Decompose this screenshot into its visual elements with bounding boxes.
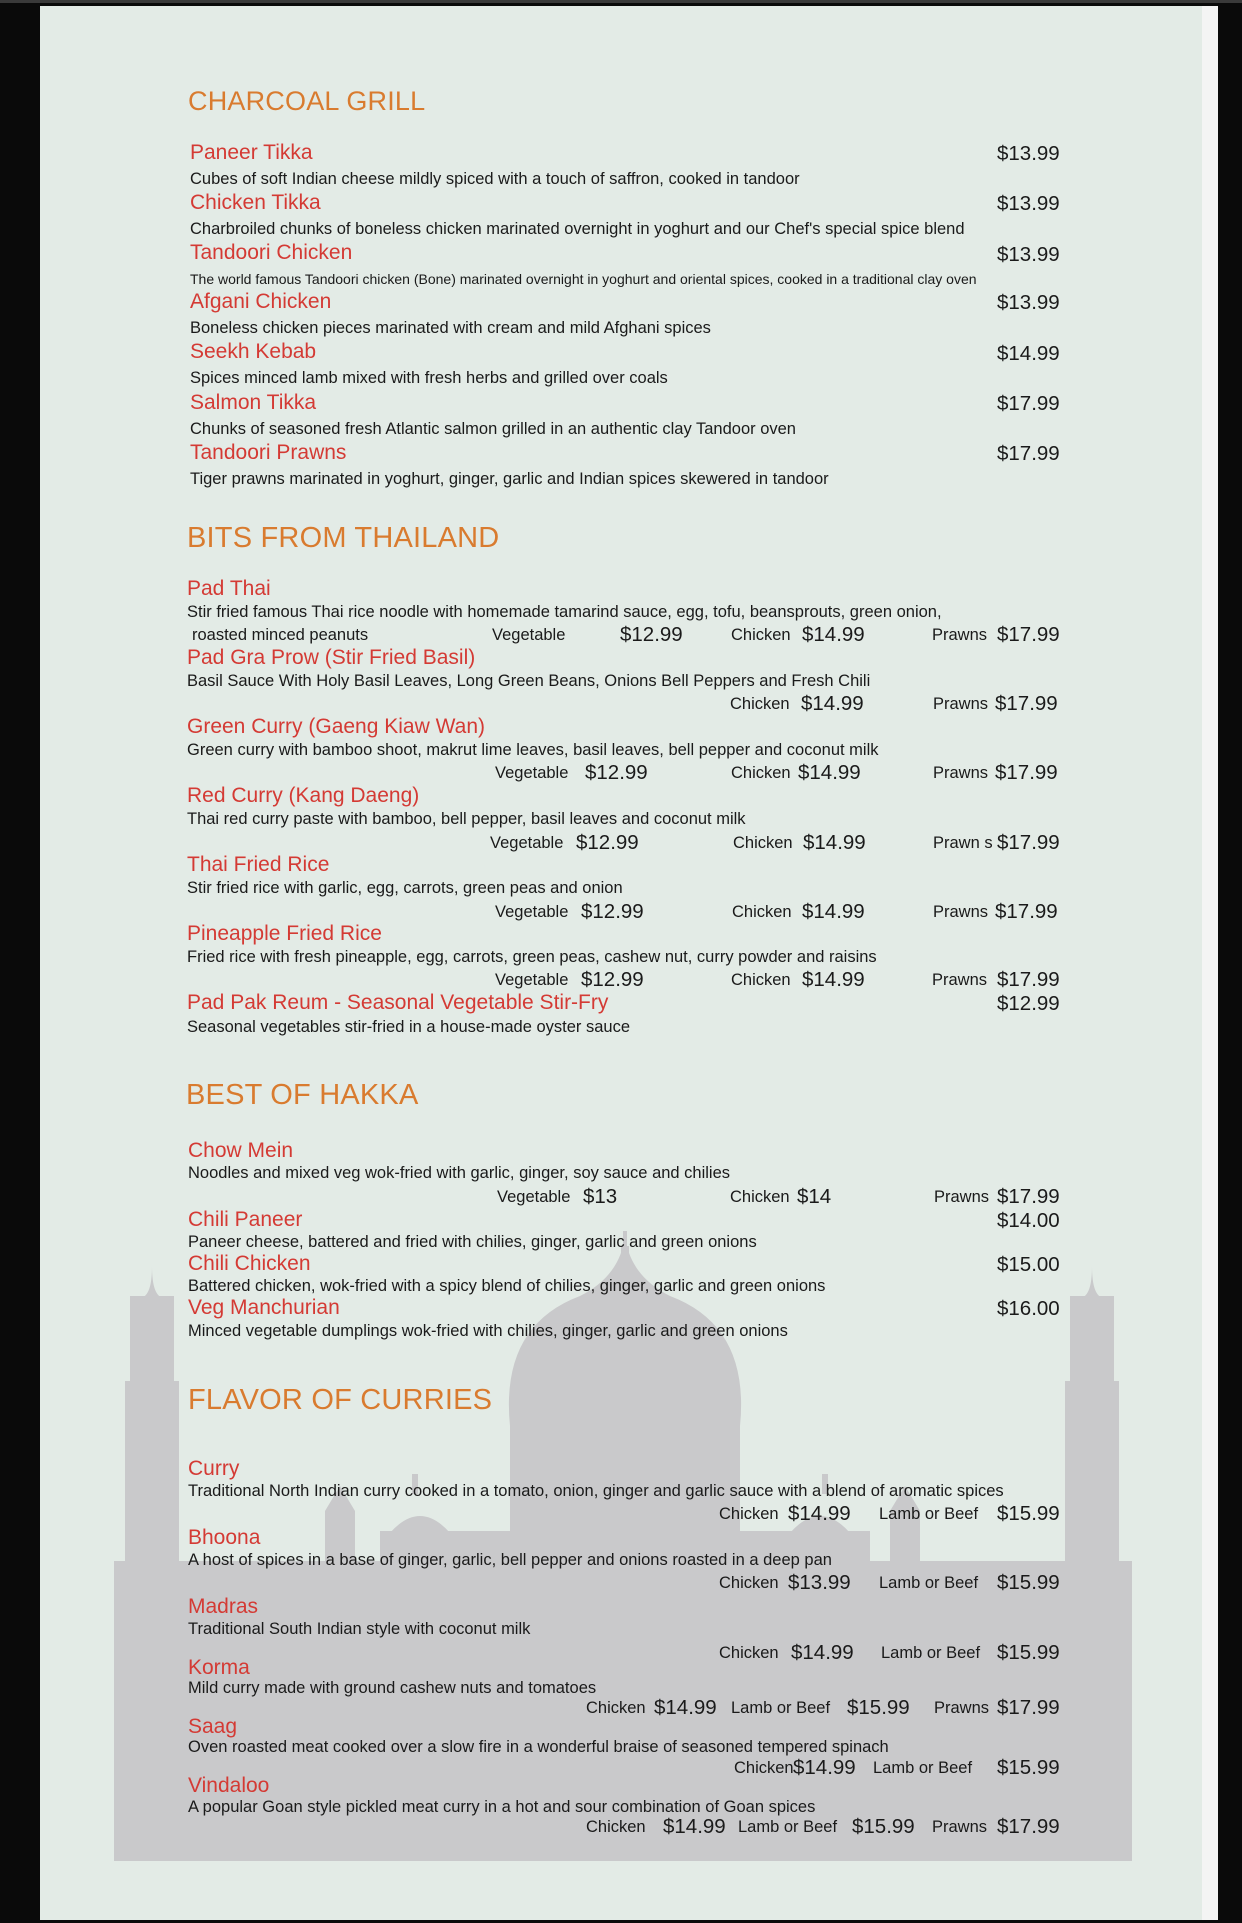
chicken-label: Chicken: [734, 1759, 794, 1777]
item-desc-chow-mein: Noodles and mixed veg wok-fried with garlic, ginger, soy sauce and chilies: [188, 1164, 731, 1182]
item-name-green-curry: Green Curry (Gaeng Kiaw Wan): [187, 715, 485, 738]
prawns-label: Prawns: [933, 695, 989, 713]
lamb-beef-label: Lamb or Beef: [881, 1644, 981, 1662]
item-name-chow-mein: Chow Mein: [188, 1139, 294, 1162]
item-name-tandoori-prawns: Tandoori Prawns: [190, 441, 347, 464]
chicken-label: Chicken: [733, 834, 793, 852]
chicken-price: $14.99: [791, 1641, 854, 1664]
lamb-beef-price: $15.99: [997, 1502, 1060, 1525]
item-desc-seekh-kebab: Spices minced lamb mixed with fresh herbs and grilled over coals: [190, 369, 668, 387]
item-desc-tandoori-prawns: Tiger prawns marinated in yoghurt, ginger, garlic and Indian spices skewered in tandoor: [190, 470, 829, 488]
item-name-red-curry: Red Curry (Kang Daeng): [187, 784, 420, 807]
item-desc-salmon-tikka: Chunks of seasoned fresh Atlantic salmon grilled in an authentic clay Tandoor oven: [190, 420, 796, 438]
chicken-price: $14.99: [801, 692, 864, 715]
item-name-vindaloo: Vindaloo: [188, 1774, 270, 1797]
menu-page: [40, 6, 1202, 1920]
item-name-afgani-chicken: Afgani Chicken: [190, 290, 332, 313]
section-title-bits-from-thailand: BITS FROM THAILAND: [187, 522, 500, 554]
veg-label: Vegetable: [495, 903, 569, 921]
veg-label: Vegetable: [490, 834, 564, 852]
lamb-beef-price: $15.99: [997, 1756, 1060, 1779]
item-name-pad-thai: Pad Thai: [187, 577, 271, 600]
lamb-beef-label: Lamb or Beef: [873, 1759, 973, 1777]
item-desc-red-curry: Thai red curry paste with bamboo, bell pepper, basil leaves and coconut milk: [187, 810, 746, 828]
item-name-pineapple-fried-rice: Pineapple Fried Rice: [187, 922, 382, 945]
item-desc-pad-thai-line2: roasted minced peanuts: [192, 626, 369, 644]
item-name-chicken-tikka: Chicken Tikka: [190, 191, 321, 214]
item-name-chili-chicken: Chili Chicken: [188, 1252, 311, 1275]
veg-price: $12.99: [581, 968, 644, 991]
veg-label: Vegetable: [495, 971, 569, 989]
item-desc-bhoona: A host of spices in a base of ginger, garlic, bell pepper and onions roasted in a deep pan: [188, 1551, 832, 1569]
item-desc-tandoori-chicken: The world famous Tandoori chicken (Bone) marinated overnight in yoghurt and oriental spices, cooked in a traditional clay oven: [190, 271, 977, 287]
item-name-korma: Korma: [188, 1656, 250, 1679]
item-name-seekh-kebab: Seekh Kebab: [190, 340, 317, 363]
item-desc-thai-fried-rice: Stir fried rice with garlic, egg, carrots, green peas and onion: [187, 879, 623, 897]
prawns-label: Prawns: [932, 626, 988, 644]
item-name-veg-manchurian: Veg Manchurian: [188, 1296, 340, 1319]
chicken-label: Chicken: [730, 695, 790, 713]
chicken-price: $13.99: [788, 1571, 851, 1594]
section-title-charcoal-grill: CHARCOAL GRILL: [188, 86, 426, 116]
chicken-label: Chicken: [586, 1818, 646, 1836]
prawns-label: Prawns: [932, 971, 988, 989]
prawns-label: Prawns: [933, 903, 989, 921]
chicken-price: $14.99: [663, 1815, 726, 1838]
chicken-label: Chicken: [719, 1644, 779, 1662]
item-name-bhoona: Bhoona: [188, 1526, 261, 1549]
item-desc-korma: Mild curry made with ground cashew nuts and tomatoes: [188, 1679, 597, 1697]
chicken-label: Chicken: [731, 971, 791, 989]
item-desc-saag: Oven roasted meat cooked over a slow fire in a wonderful braise of seasoned tempered spinach: [188, 1738, 889, 1756]
item-price-seekh-kebab: $14.99: [997, 342, 1060, 365]
right-margin-bar: [1202, 6, 1218, 1920]
item-desc-madras: Traditional South Indian style with coconut milk: [188, 1620, 531, 1638]
item-price-salmon-tikka: $17.99: [997, 392, 1060, 415]
lamb-beef-label: Lamb or Beef: [879, 1505, 979, 1523]
item-price-paneer-tikka: $13.99: [997, 142, 1060, 165]
item-name-madras: Madras: [188, 1595, 259, 1618]
chicken-label: Chicken: [731, 626, 791, 644]
section-title-best-of-hakka: BEST OF HAKKA: [186, 1079, 419, 1111]
chicken-label: Chicken: [730, 1188, 790, 1206]
chicken-label: Chicken: [719, 1505, 779, 1523]
item-desc-pineapple-fried-rice: Fried rice with fresh pineapple, egg, carrots, green peas, cashew nut, curry powder and raisins: [187, 948, 877, 966]
prawns-label: Prawns: [934, 1699, 990, 1717]
lamb-beef-price: $15.99: [847, 1696, 910, 1719]
chicken-label: Chicken: [732, 903, 792, 921]
item-name-saag: Saag: [188, 1715, 238, 1738]
prawns-label: Prawns: [932, 1818, 988, 1836]
chicken-price: $14.99: [803, 831, 866, 854]
veg-price: $12.99: [576, 831, 639, 854]
item-name-pad-pak-reum: Pad Pak Reum - Seasonal Vegetable Stir-Fry: [187, 991, 609, 1014]
item-price-afgani-chicken: $13.99: [997, 291, 1060, 314]
prawns-price: $17.99: [997, 1696, 1060, 1719]
veg-price: $12.99: [581, 900, 644, 923]
item-desc-chili-paneer: Paneer cheese, battered and fried with chilies, ginger, garlic and green onions: [188, 1233, 757, 1251]
item-name-curry: Curry: [188, 1457, 240, 1480]
item-name-chili-paneer: Chili Paneer: [188, 1208, 303, 1231]
item-name-salmon-tikka: Salmon Tikka: [190, 391, 317, 414]
item-desc-green-curry: Green curry with bamboo shoot, makrut lime leaves, basil leaves, bell pepper and coconut milk: [187, 741, 879, 759]
prawns-label: Prawns: [933, 764, 989, 782]
prawns-label: Prawns: [934, 1188, 990, 1206]
lamb-beef-price: $15.99: [997, 1641, 1060, 1664]
item-desc-pad-thai: Stir fried famous Thai rice noodle with homemade tamarind sauce, egg, tofu, beansprouts, green onion,: [187, 603, 942, 621]
chicken-label: Chicken: [586, 1699, 646, 1717]
veg-label: Vegetable: [492, 626, 566, 644]
veg-label: Vegetable: [497, 1188, 571, 1206]
item-price-chicken-tikka: $13.99: [997, 192, 1060, 215]
item-price-tandoori-prawns: $17.99: [997, 442, 1060, 465]
prawns-price: $17.99: [997, 968, 1060, 991]
chicken-label: Chicken: [731, 764, 791, 782]
item-name-tandoori-chicken: Tandoori Chicken: [190, 241, 353, 264]
lamb-beef-label: Lamb or Beef: [731, 1699, 831, 1717]
chicken-price: $14.99: [802, 968, 865, 991]
prawns-price: $17.99: [997, 623, 1060, 646]
item-desc-afgani-chicken: Boneless chicken pieces marinated with cream and mild Afghani spices: [190, 319, 711, 337]
chicken-price: $14.99: [798, 761, 861, 784]
item-name-paneer-tikka: Paneer Tikka: [190, 141, 313, 164]
prawns-price: $17.99: [995, 900, 1058, 923]
prawns-label: Prawn s: [933, 834, 993, 852]
item-desc-pad-gra-prow: Basil Sauce With Holy Basil Leaves, Long Green Beans, Onions Bell Peppers and Fresh Chili: [187, 672, 871, 690]
item-price-chili-paneer: $14.00: [997, 1209, 1060, 1232]
prawns-price: $17.99: [997, 831, 1060, 854]
item-desc-veg-manchurian: Minced vegetable dumplings wok-fried with chilies, ginger, garlic and green onions: [188, 1322, 788, 1340]
veg-price: $12.99: [620, 623, 683, 646]
chicken-label: Chicken: [719, 1574, 779, 1592]
chicken-price: $14.99: [788, 1502, 851, 1525]
item-name-pad-gra-prow: Pad Gra Prow (Stir Fried Basil): [187, 646, 476, 669]
chicken-price: $14.99: [802, 900, 865, 923]
lamb-beef-label: Lamb or Beef: [879, 1574, 979, 1592]
item-desc-pad-pak-reum: Seasonal vegetables stir-fried in a house-made oyster sauce: [187, 1018, 630, 1036]
chicken-price: $14.99: [654, 1696, 717, 1719]
item-desc-paneer-tikka: Cubes of soft Indian cheese mildly spiced with a touch of saffron, cooked in tandoor: [190, 170, 800, 188]
item-price-veg-manchurian: $16.00: [997, 1297, 1060, 1320]
veg-price: $13: [583, 1185, 618, 1208]
item-desc-vindaloo: A popular Goan style pickled meat curry in a hot and sour combination of Goan spices: [188, 1798, 816, 1816]
item-name-thai-fried-rice: Thai Fried Rice: [187, 853, 330, 876]
prawns-price: $17.99: [997, 1185, 1060, 1208]
top-border: [0, 0, 1242, 3]
chicken-price: $14.99: [793, 1756, 856, 1779]
chicken-price: $14.99: [802, 623, 865, 646]
item-desc-curry: Traditional North Indian curry cooked in a tomato, onion, ginger and garlic sauce with a blend of aromatic spices: [188, 1482, 1004, 1500]
veg-label: Vegetable: [495, 764, 569, 782]
item-price-tandoori-chicken: $13.99: [997, 243, 1060, 266]
lamb-beef-price: $15.99: [852, 1815, 915, 1838]
section-title-flavor-of-curries: FLAVOR OF CURRIES: [188, 1384, 493, 1416]
item-price-chili-chicken: $15.00: [997, 1253, 1060, 1276]
lamb-beef-price: $15.99: [997, 1571, 1060, 1594]
lamb-beef-label: Lamb or Beef: [738, 1818, 838, 1836]
veg-price: $12.99: [585, 761, 648, 784]
prawns-price: $17.99: [997, 1815, 1060, 1838]
prawns-price: $17.99: [995, 692, 1058, 715]
chicken-price: $14: [797, 1185, 832, 1208]
item-price-pad-pak-reum: $12.99: [997, 992, 1060, 1015]
prawns-price: $17.99: [995, 761, 1058, 784]
item-desc-chili-chicken: Battered chicken, wok-fried with a spicy blend of chilies, ginger, garlic and green onions: [188, 1277, 826, 1295]
item-desc-chicken-tikka: Charbroiled chunks of boneless chicken marinated overnight in yoghurt and our Chef's special spice blend: [190, 220, 965, 238]
